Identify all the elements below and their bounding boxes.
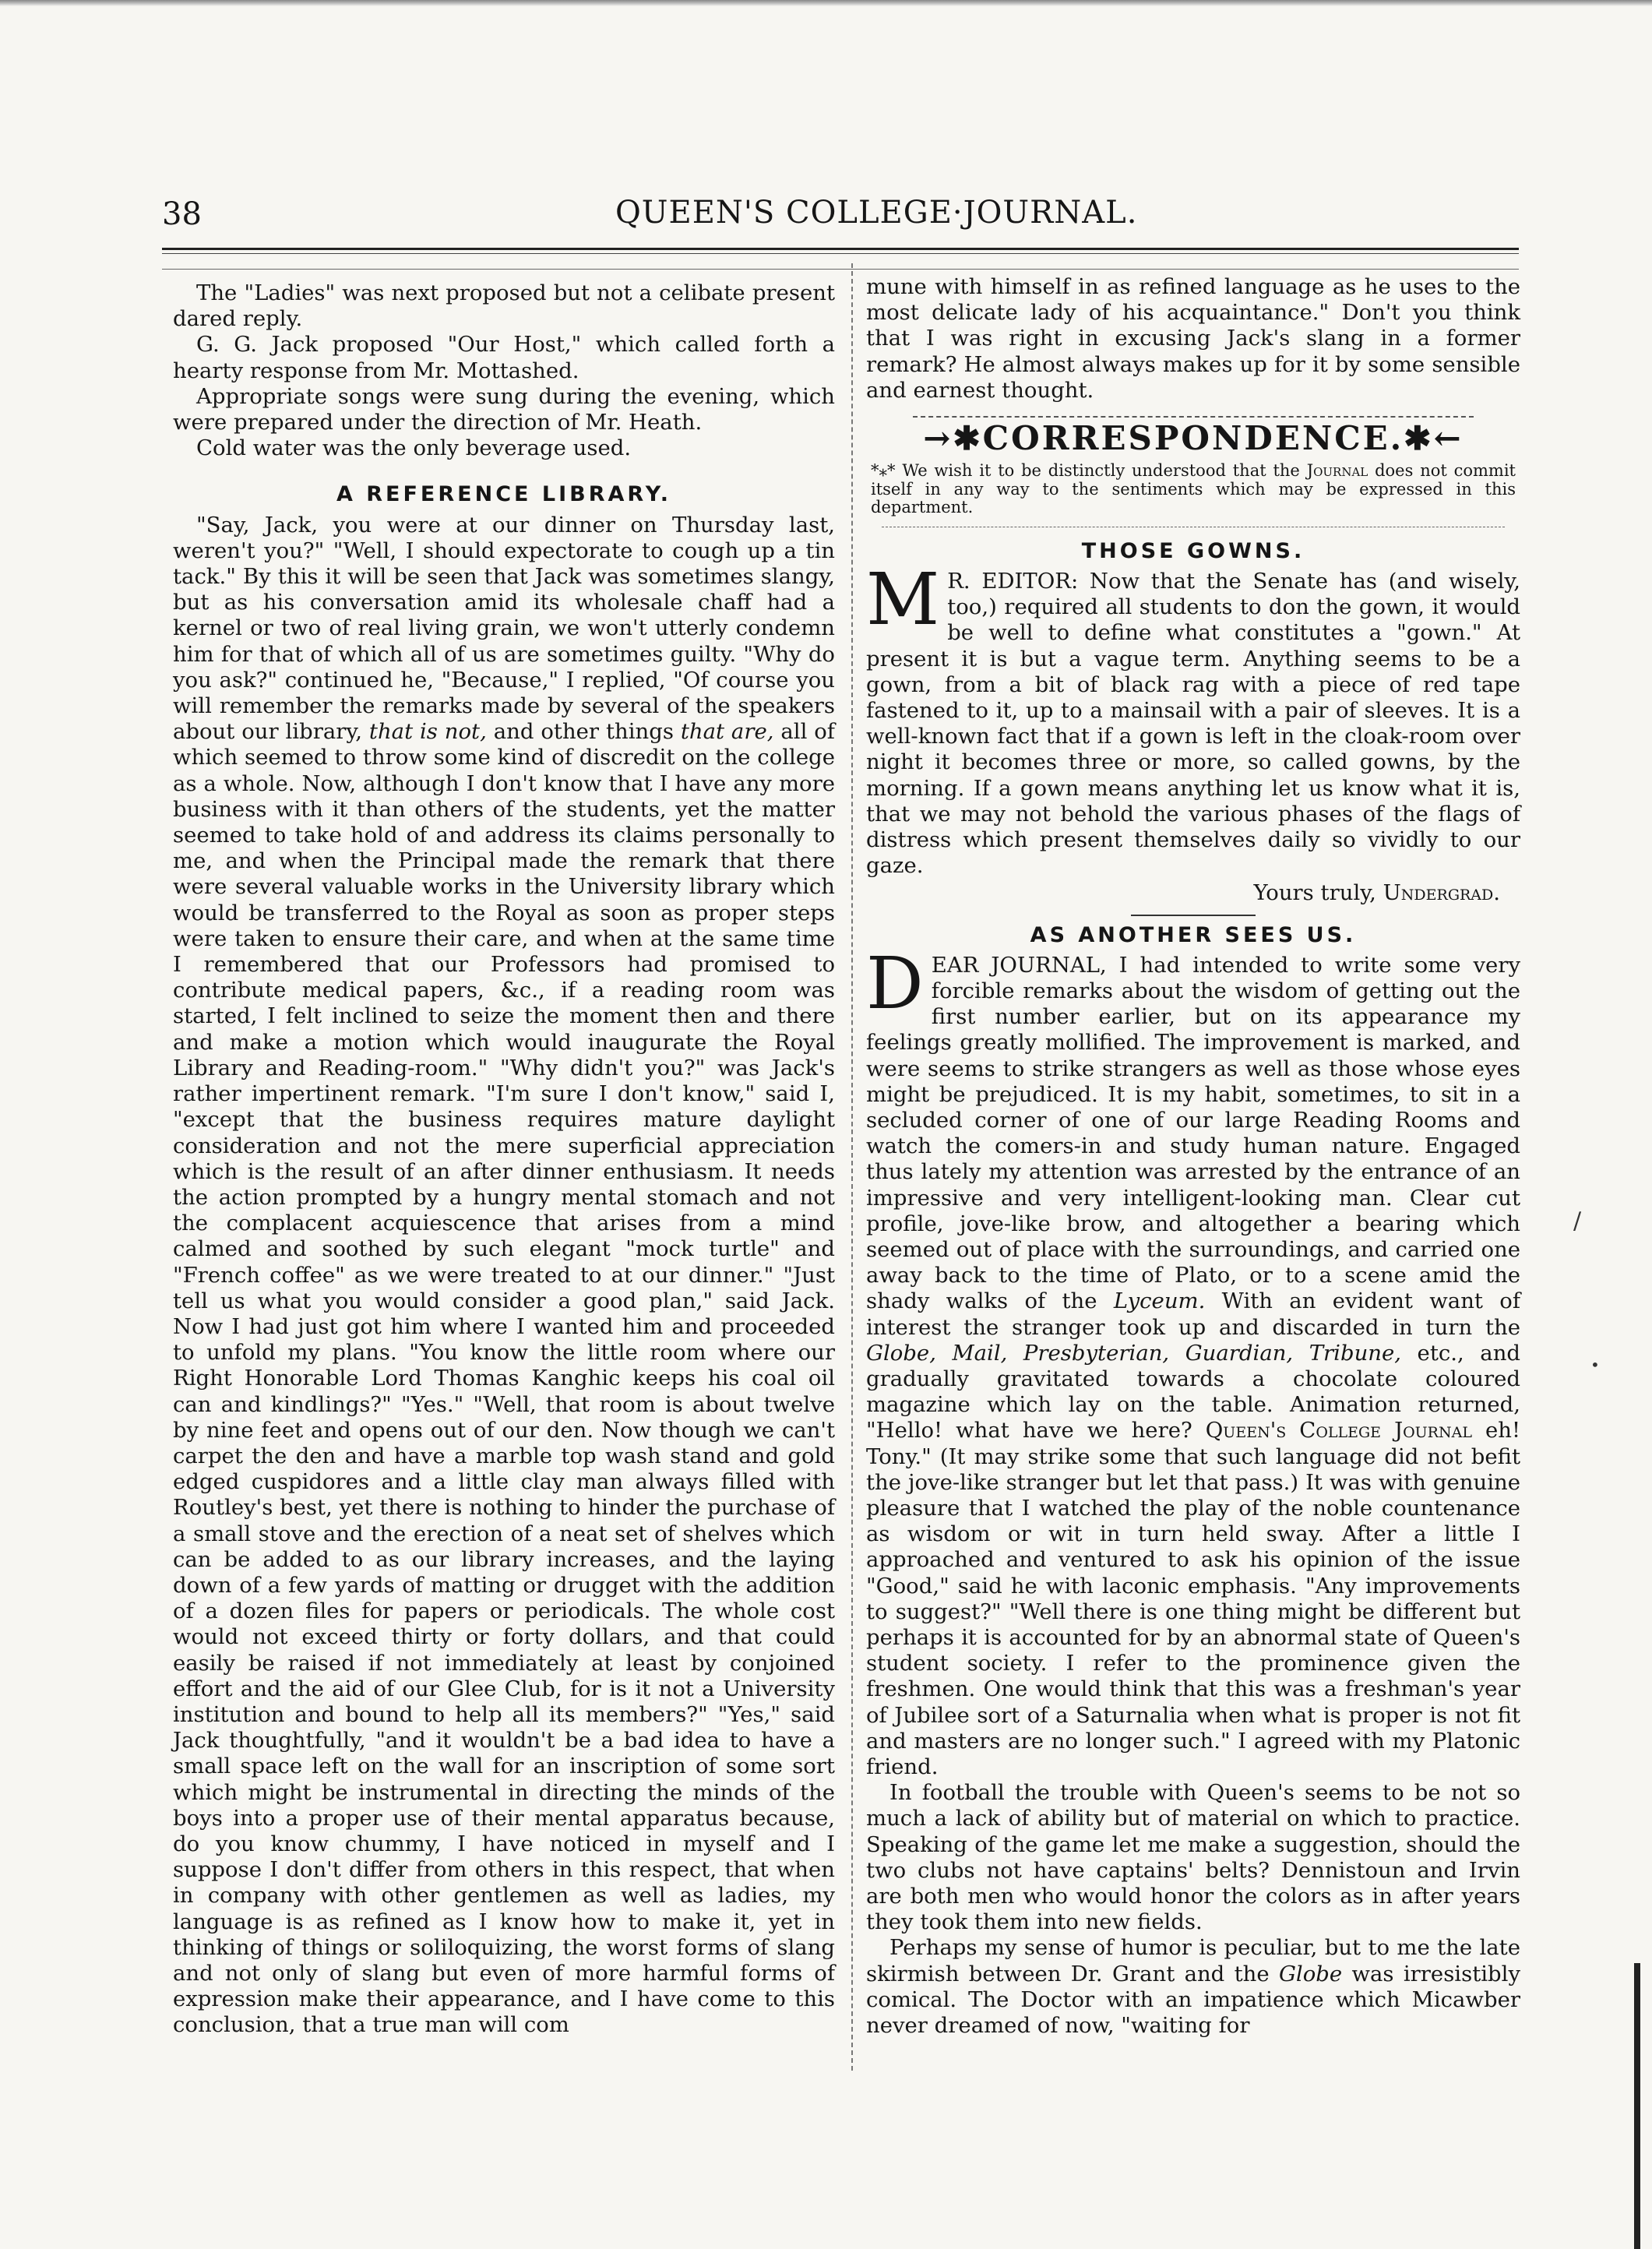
italic-text: that are, — [680, 719, 774, 745]
short-rule — [1131, 915, 1256, 916]
opening-paragraph: The "Ladies" was next proposed but not a celibate present dared reply. — [173, 280, 835, 332]
header-rule-lower — [162, 269, 1519, 270]
right-column — [866, 274, 1520, 2039]
letter-signature-line — [866, 880, 1520, 906]
journal-name: Queen's College Journal — [1205, 1418, 1472, 1444]
opening-paragraph: Cold water was the only beverage used. — [196, 435, 632, 461]
notice-mark: *⁎* — [871, 461, 896, 481]
running-head: QUEEN'S COLLEGE·JOURNAL. — [615, 195, 1138, 231]
top-edge-rule — [0, 0, 1652, 6]
page-number: 38 — [162, 196, 202, 232]
another-sees-us-title: AS ANOTHER SEES US. — [1030, 922, 1357, 947]
header-rule-thin — [162, 253, 1519, 254]
header-rule-thick — [162, 248, 1519, 250]
drop-cap: D — [866, 941, 924, 1025]
opening-paragraph: Appropriate songs were sung during the evening, which were prepared under the direction of Mr. Heath. — [173, 383, 835, 435]
body-text: With an evident want of interest the stranger took up and discarded in turn the — [866, 1288, 1520, 1340]
body-text: all of which seemed to throw some kind of discredit on the college as a whole. Now, although I don't know that I have any more business with it than others of the students, yet the matter seemed to take hold of and address its claims personally to me, and when the Principal made the remark that there were several valuable works in the University library which would be transferred to the Royal as soon as proper steps were taken to ensure their care, and when at the same time I remembered that our Professors had promised to contribute medical papers, &c., if a reading room was started, I felt inclined to seize the moment then and there and make a motion which would inaugurate the Royal Library and Reading-room." "Why didn't you?" was Jack's rather impertinent remark. "I'm sure I don't know," said I, "except that the business requires mature daylight consideration and not the mere superficial appreciation which is the result of an after dinner enthusiasm. It needs the action prompted by a hungry mental stomach and not the complacent acquiescence that arises from a mind calmed and soothed by such elegant "mock turtle" and "French coffee" as we were treated to at our dinner." "Just tell us what you would consider a good plan," said Jack. Now I had just got him where I wanted him and proceeded to unfold my plans. "You know the little room where our Right Honorable Lord Thomas Kanghic keeps his coal oil can and kindlings?" "Yes." "Well, that room is about twelve by nine feet and opens out of our den. Now though we can't carpet the den and have a marble top wash stand and gold edged cuspidores and a little clay man always filled with Routley's best, yet there is nothing to hinder the purchase of a small stove and the erection of a neat set of shelves which can be added to as our library increases, and the laying down of a few yards of matting or drugget with the addition of a dozen files for papers or periodicals. The whole cost would not exceed thirty or forty dollars, and that could easily be raised if not immediately at least by conjoined effort and the aid of our Glee Club, for is it not a University institution and bound to help all its members?" "Yes," said Jack thoughtfully, "and it wouldn't be a bad idea to have a small space left on the wall for an inscription of some sort which might be instrumental in directing the minds of the boys into a proper use of their mental apparatus because, do you know chummy, I have noticed in myself and I suppose I don't differ from others in this respect, that when in company with other gentlemen as well as ladies, my language is as refined as I know how to make it, yet in thinking of things or soliloquizing, the worst forms of slang and not only of slang but even of more harmful forms of expression make their appearance, and I have come to this conclusion, that a true man will com — [173, 719, 835, 2038]
letter-text: R. EDITOR: Now that the Senate has (and wisely, too,) required all students to don the gown, it would be well to define what constitutes a "gown." At present it is but a vague term. Anything seems to be a gown, from a bit of black rag with a piece of red tape fastened to it, up to a mainsail with a pair of sleeves. It is a well-known fact that if a gown is left in the cloak-room over night it becomes three or more, so called gowns, by the morning. If a gown means anything let us know what it is, that we may not behold the various phases of the flags of distress which present themselves daily so vividly to our gaze. — [866, 568, 1520, 879]
those-gowns-letter — [866, 557, 1520, 879]
those-gowns-title: THOSE GOWNS. — [1081, 538, 1305, 563]
notice-text: does not commit itself in any way to the sentiments which may be expressed in this department. — [871, 461, 1516, 517]
italic-text: Globe — [1278, 1961, 1343, 1986]
body-text: EAR JOURNAL, I had intended to write some very forcible remarks about the wisdom of getting out the first number earlier, but on its appearance my feelings greatly mollified. The improvement is marked, and were seems to strike strangers as well as those whose eyes might be prejudiced. It is my habit, sometimes, to sit in a secluded corner of one of our large Reading Rooms and watch the comers-in and study human nature. Engaged thus lately my attention was arrested by the entrance of an impressive and very intelligent-looking man. Clear cut profile, jove-like brow, and altogether a bearing which seemed out of place with the surroundings, and carried one away back to the time of Plato, or to a scene amid the shady walks of the — [866, 952, 1520, 1314]
department-rule — [913, 416, 1474, 418]
notice-text: We wish it to be distinctly understood that the — [895, 461, 1307, 481]
another-sees-us-paragraph — [866, 941, 1521, 1781]
body-text: etc., and gradually gravitated towards a chocolate coloured magazine which lay on the table. Animation returned, "Hello! what have we here? — [866, 1340, 1521, 1444]
another-sees-us-paragraph: In football the trouble with Queen's seems to be not so much a lack of ability but of material on which to practice. Speaking of the game let me make a suggestion, should the two clubs not have captains' belts? Dennistoun and Irvin are both men who would honor the colors as in after years they took them into new fields. — [866, 1780, 1520, 1935]
left-column — [173, 280, 835, 2039]
reference-library-body — [173, 513, 835, 2039]
correspondence-heading: →✱CORRESPONDENCE.✱← — [923, 419, 1464, 458]
editorial-notice — [871, 462, 1516, 517]
signature: Undergrad. — [1383, 880, 1500, 906]
drop-cap: M — [866, 557, 940, 641]
italic-text: Globe, Mail, Presbyterian, Guardian, Tribune, — [866, 1340, 1402, 1366]
margin-mark: / — [1573, 1207, 1582, 1235]
page-edge-shadow — [1634, 1963, 1640, 2249]
body-text: "Say, Jack, you were at our dinner on Thursday last, weren't you?" "Well, I should expectorate to cough up a tin tack." By this it will be seen that Jack was sometimes slangy, but as his conversation amid its wholesale chaff had a kernel or two of real living grain, we won't utterly condemn him for that of which all of us are sometimes guilty. "Why do you ask?" continued he, "Because," I replied, "Of course you will remember the remarks made by several of the speakers about our library, — [173, 512, 835, 745]
body-text: and other things — [486, 719, 681, 745]
italic-text: that is not, — [368, 719, 487, 745]
italic-text: Lyceum. — [1113, 1288, 1206, 1314]
margin-mark: • — [1590, 1355, 1600, 1374]
body-text: Perhaps my sense of humor is peculiar, but to me the late skirmish between Dr. Grant and the — [866, 1935, 1520, 1986]
opening-paragraph: G. G. Jack proposed "Our Host," which called forth a hearty response from Mr. Mottashed. — [173, 332, 835, 383]
column-divider — [851, 263, 853, 2071]
continuation-paragraph: mune with himself in as refined language as he uses to the most delicate lady of his acquaintance." Don't you think that I was right in excusing Jack's slang in a former remark? He almost always makes up for it by some sensible and earnest thought. — [866, 274, 1520, 403]
reference-library-title: A REFERENCE LIBRARY. — [336, 482, 672, 507]
body-text: was irresistibly comical. The Doctor with an impatience which Micawber never dreamed of now, "waiting for — [866, 1961, 1520, 2039]
body-text: eh! Tony." (It may strike some that such language did not befit the jove-like stranger but let that pass.) It was with genuine pleasure that I watched the play of the noble countenance as wisdom or wit in turn held sway. After a little I approached and ventured to ask his opinion of the issue "Good," said he with laconic emphasis. "Any improvements to suggest?" "Well there is one thing might be different but perhaps it is accounted for by an abnormal state of Queen's student society. I refer to the prominence given the freshmen. One would think that this was a freshman's year of Jubilee sort of a Saturnalia when what is proper is not fit and masters are no longer such." I agreed with my Platonic friend. — [866, 1418, 1521, 1780]
closing: Yours truly, — [1253, 880, 1383, 906]
another-sees-us-paragraph — [866, 1935, 1520, 2039]
notice-journal: Journal — [1306, 461, 1368, 481]
